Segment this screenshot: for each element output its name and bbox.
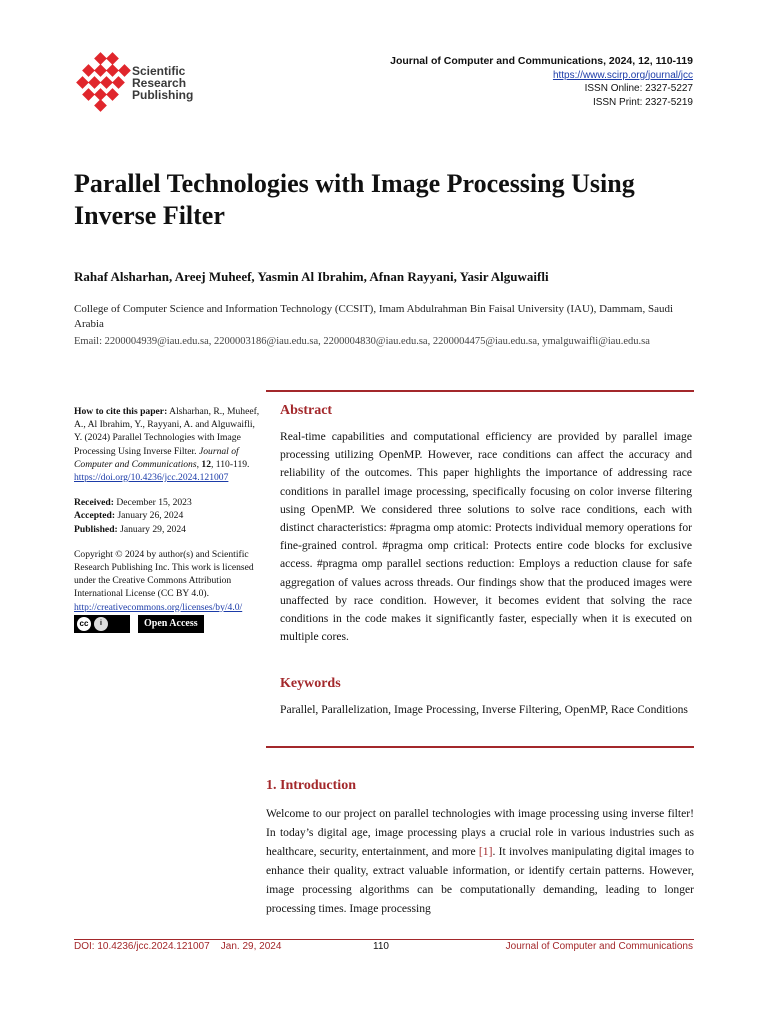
open-access-badge: Open Access xyxy=(138,615,204,633)
published-label: Published: xyxy=(74,523,118,535)
affiliation: College of Computer Science and Information Technology (CCSIT), Imam Abdulrahman Bin Faisal University (IAU), Dammam, Saudi Arabia xyxy=(74,303,674,330)
footer-doi-text: DOI: 10.4236/jcc.2024.121007 xyxy=(74,941,210,952)
publisher-line-2: Research xyxy=(132,76,187,90)
publisher-line-1: Scientific xyxy=(132,64,186,78)
cite-pages: , 110-119. xyxy=(210,458,250,470)
intro-text-part-1: Welcome to our project on parallel technologies with image processing using inverse filter! In today’s digital age, image processing plays a crucial role in various industries such as healthcare, security, entertainment, and more xyxy=(266,807,694,858)
abstract-text: Real-time capabilities and computational efficiency are provided by parallel image processing utilizing OpenMP. However, race conditions can affect the accuracy and reliability of the outcomes. This paper highlights the importance of addressing race conditions in parallel image processing, specifically focusing on color inverse filtering using OpenMP. We considered three solutions to solve race conditions, each with distinct characteristics: #pragma omp atomic: Protects individual memory operations for fine-grained control. #pragma omp critical: Protects entire code blocks for exclusive access. #pragma omp parallel sections reduction: Employs a reduction clause for safe aggregation of values across threads. Our findings show that the produced images were unaffected by race condition. However, it becomes evident that solving the race conditions in the code makes it significantly faster, especially when it is executed on multiple cores. xyxy=(280,430,692,644)
introduction-text xyxy=(266,804,694,918)
author-list: Rahaf Alsharhan, Areej Muheef, Yasmin Al Ibrahim, Afnan Rayyani, Yasir Alguwaifli xyxy=(74,269,549,284)
publisher-logo xyxy=(76,52,206,112)
publisher-name xyxy=(132,65,193,101)
cite-label: How to cite this paper: xyxy=(74,406,168,417)
cc-icon: cc xyxy=(77,617,91,631)
footer-doi xyxy=(74,941,281,952)
license-badges xyxy=(74,615,264,633)
paper-title: Parallel Technologies with Image Processing Using Inverse Filter xyxy=(74,169,635,230)
published-date: January 29, 2024 xyxy=(120,523,186,535)
copyright-block xyxy=(74,548,264,633)
journal-citation: Journal of Computer and Communications, 2024, 12, 110-119 xyxy=(390,55,693,67)
how-to-cite: How to cite this paper: Alsharhan, R., Muheef, A., Al Ibrahim, Y., Rayyani, A. and Alguwaifli, Y. (2024) Parallel Technologies with Image Processing Using Inverse Filter. Journal of Computer and Communications, 12, 110-119. https://doi.org/10.4236/jcc.2024.121007 xyxy=(74,406,260,484)
issn-online: ISSN Online: 2327-5227 xyxy=(584,83,693,94)
copyright-text: Copyright © 2024 by author(s) and Scientific Research Publishing Inc. This work is licensed under the Creative Commons Attribution International License (CC BY 4.0). xyxy=(74,548,254,600)
abstract-heading: Abstract xyxy=(280,403,333,418)
footer-date: Jan. 29, 2024 xyxy=(220,941,282,952)
cite-doi-link[interactable]: https://doi.org/10.4236/jcc.2024.121007 xyxy=(74,472,229,484)
received-date: December 15, 2023 xyxy=(116,497,192,509)
issn-print: ISSN Print: 2327-5219 xyxy=(592,96,693,108)
scirp-logo-icon xyxy=(76,52,132,112)
journal-info xyxy=(390,55,693,109)
publisher-line-3: Publishing xyxy=(132,88,194,102)
introduction-heading: 1. Introduction xyxy=(266,778,356,793)
by-icon: i xyxy=(94,617,108,631)
intro-text-part-2: . It involves manipulating digital images to enhance their quality, extract valuable information, or identify certain patterns. However, image processing algorithms can be computationally demanding, leading to longer processing times. Image processing xyxy=(266,845,694,915)
journal-url-link[interactable]: https://www.scirp.org/journal/jcc xyxy=(552,69,693,81)
license-link[interactable]: http://creativecommons.org/licenses/by/4.0/ xyxy=(74,601,243,613)
keywords-text: Parallel, Parallelization, Image Processing, Inverse Filtering, OpenMP, Race Conditions xyxy=(280,703,688,716)
accepted-date: January 26, 2024 xyxy=(117,510,184,522)
email-list: Email: 2200004939@iau.edu.sa, 2200003186@iau.edu.sa, 2200004830@iau.edu.sa, 2200004475@iau.edu.sa, ymalguwaifli@iau.edu.sa xyxy=(74,336,650,347)
accepted-label: Accepted: xyxy=(74,510,116,522)
footer-journal: Journal of Computer and Communications xyxy=(505,941,693,952)
keywords-bottom-rule xyxy=(266,746,694,748)
keywords-heading: Keywords xyxy=(280,676,341,691)
cc-by-badge-icon[interactable] xyxy=(74,615,130,633)
cite-text: Alsharhan, R., Muheef, A., Al Ibrahim, Y., Rayyani, A. and Alguwaifli, Y. (2024) Parallel Technologies with Image Processing Using Inverse Filter. xyxy=(74,406,260,457)
cite-volume: 12 xyxy=(201,458,211,470)
footer-rule xyxy=(74,939,694,940)
citation-link[interactable]: [1] xyxy=(478,845,493,858)
citation-sidebar xyxy=(74,405,264,633)
cite-journal: Journal of Computer and Communications xyxy=(74,445,239,470)
dates xyxy=(74,496,264,536)
page-number: 110 xyxy=(373,941,389,952)
abstract-top-rule xyxy=(266,390,694,392)
received-label: Received: xyxy=(74,497,114,509)
